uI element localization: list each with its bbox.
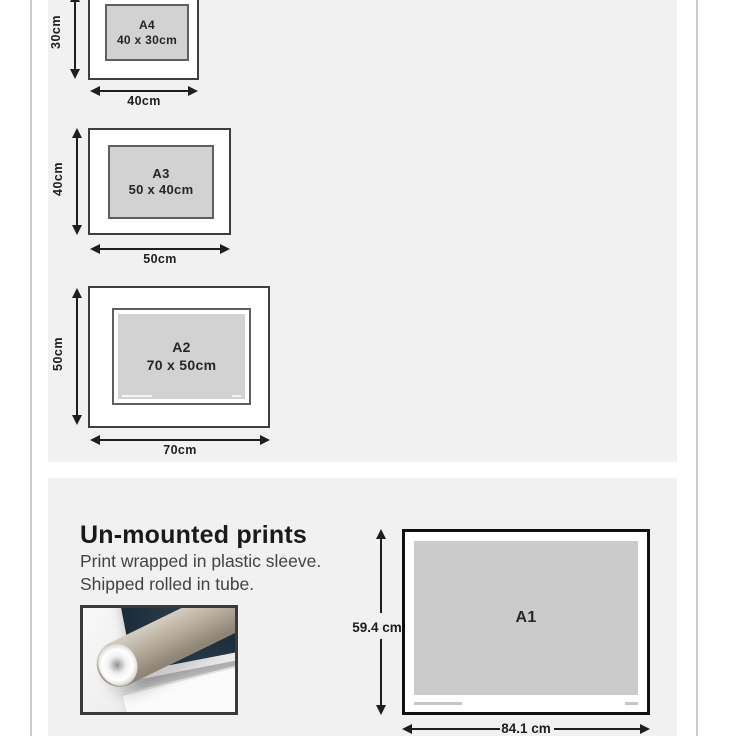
arrow-shaft xyxy=(100,90,188,92)
arrow-shaft xyxy=(411,728,500,730)
arrow-shaft xyxy=(100,439,260,441)
arrow-shaft xyxy=(76,138,78,225)
a2-width-label: 70cm xyxy=(163,443,197,457)
arrow-up-icon xyxy=(72,288,82,298)
photo-tube-opening xyxy=(91,636,144,692)
arrow-left-icon xyxy=(90,435,100,445)
arrow-shaft xyxy=(76,298,78,415)
arrow-shaft xyxy=(380,538,382,613)
arrow-left-icon xyxy=(90,86,100,96)
a1-print-area xyxy=(414,541,638,695)
a1-frame-diagram xyxy=(402,529,650,715)
a1-size-name: A1 xyxy=(515,609,537,626)
print-caption-right xyxy=(232,395,241,397)
a1-height-label: 59.4 cm xyxy=(352,620,402,635)
arrow-right-icon xyxy=(220,244,230,254)
left-divider-line xyxy=(30,0,32,736)
print-caption-left xyxy=(414,702,462,705)
a2-size-dimensions: 70 x 50cm xyxy=(146,356,217,373)
a4-size-name: A4 xyxy=(139,17,155,32)
a3-size-dimensions: 50 x 40cm xyxy=(128,182,194,197)
a3-print-area xyxy=(108,145,214,219)
a4-frame-diagram xyxy=(88,0,199,80)
unmounted-prints-description xyxy=(80,550,321,595)
a2-print-area xyxy=(112,308,251,405)
a2-frame-diagram xyxy=(88,286,270,428)
a2-height-arrow xyxy=(71,288,83,425)
arrow-down-icon xyxy=(376,705,386,715)
a4-height-label: 30cm xyxy=(49,15,63,49)
a3-frame-diagram xyxy=(88,128,231,235)
unmounted-prints-heading: Un-mounted prints xyxy=(80,521,307,549)
a3-width-label: 50cm xyxy=(143,252,177,266)
print-caption-left xyxy=(122,395,152,397)
a4-width-label: 40cm xyxy=(127,94,161,108)
description-line-1: Print wrapped in plastic sleeve. xyxy=(80,551,322,571)
a3-height-arrow xyxy=(71,128,83,235)
arrow-down-icon xyxy=(72,415,82,425)
right-divider-line xyxy=(696,0,698,736)
a1-width-label: 84.1 cm xyxy=(501,721,551,736)
a2-print-fill xyxy=(118,314,245,399)
rolled-print-tube-photo xyxy=(80,605,238,715)
a4-size-dimensions: 40 x 30cm xyxy=(116,32,178,47)
a4-height-arrow xyxy=(69,0,81,79)
arrow-left-icon xyxy=(90,244,100,254)
a3-height-label: 40cm xyxy=(51,162,65,196)
a3-size-name: A3 xyxy=(152,165,170,181)
arrow-right-icon xyxy=(188,86,198,96)
arrow-right-icon xyxy=(640,724,650,734)
arrow-shaft xyxy=(74,2,76,69)
arrow-right-icon xyxy=(260,435,270,445)
print-caption-right xyxy=(625,702,638,705)
a2-size-name: A2 xyxy=(172,339,191,355)
arrow-shaft xyxy=(100,248,220,250)
description-line-2: Shipped rolled in tube. xyxy=(80,573,255,594)
arrow-shaft xyxy=(554,728,641,730)
a2-height-label: 50cm xyxy=(51,337,65,371)
arrow-shaft xyxy=(380,639,382,706)
a4-print-area xyxy=(105,4,189,61)
arrow-up-icon xyxy=(72,128,82,138)
arrow-down-icon xyxy=(70,69,80,79)
arrow-down-icon xyxy=(72,225,82,235)
